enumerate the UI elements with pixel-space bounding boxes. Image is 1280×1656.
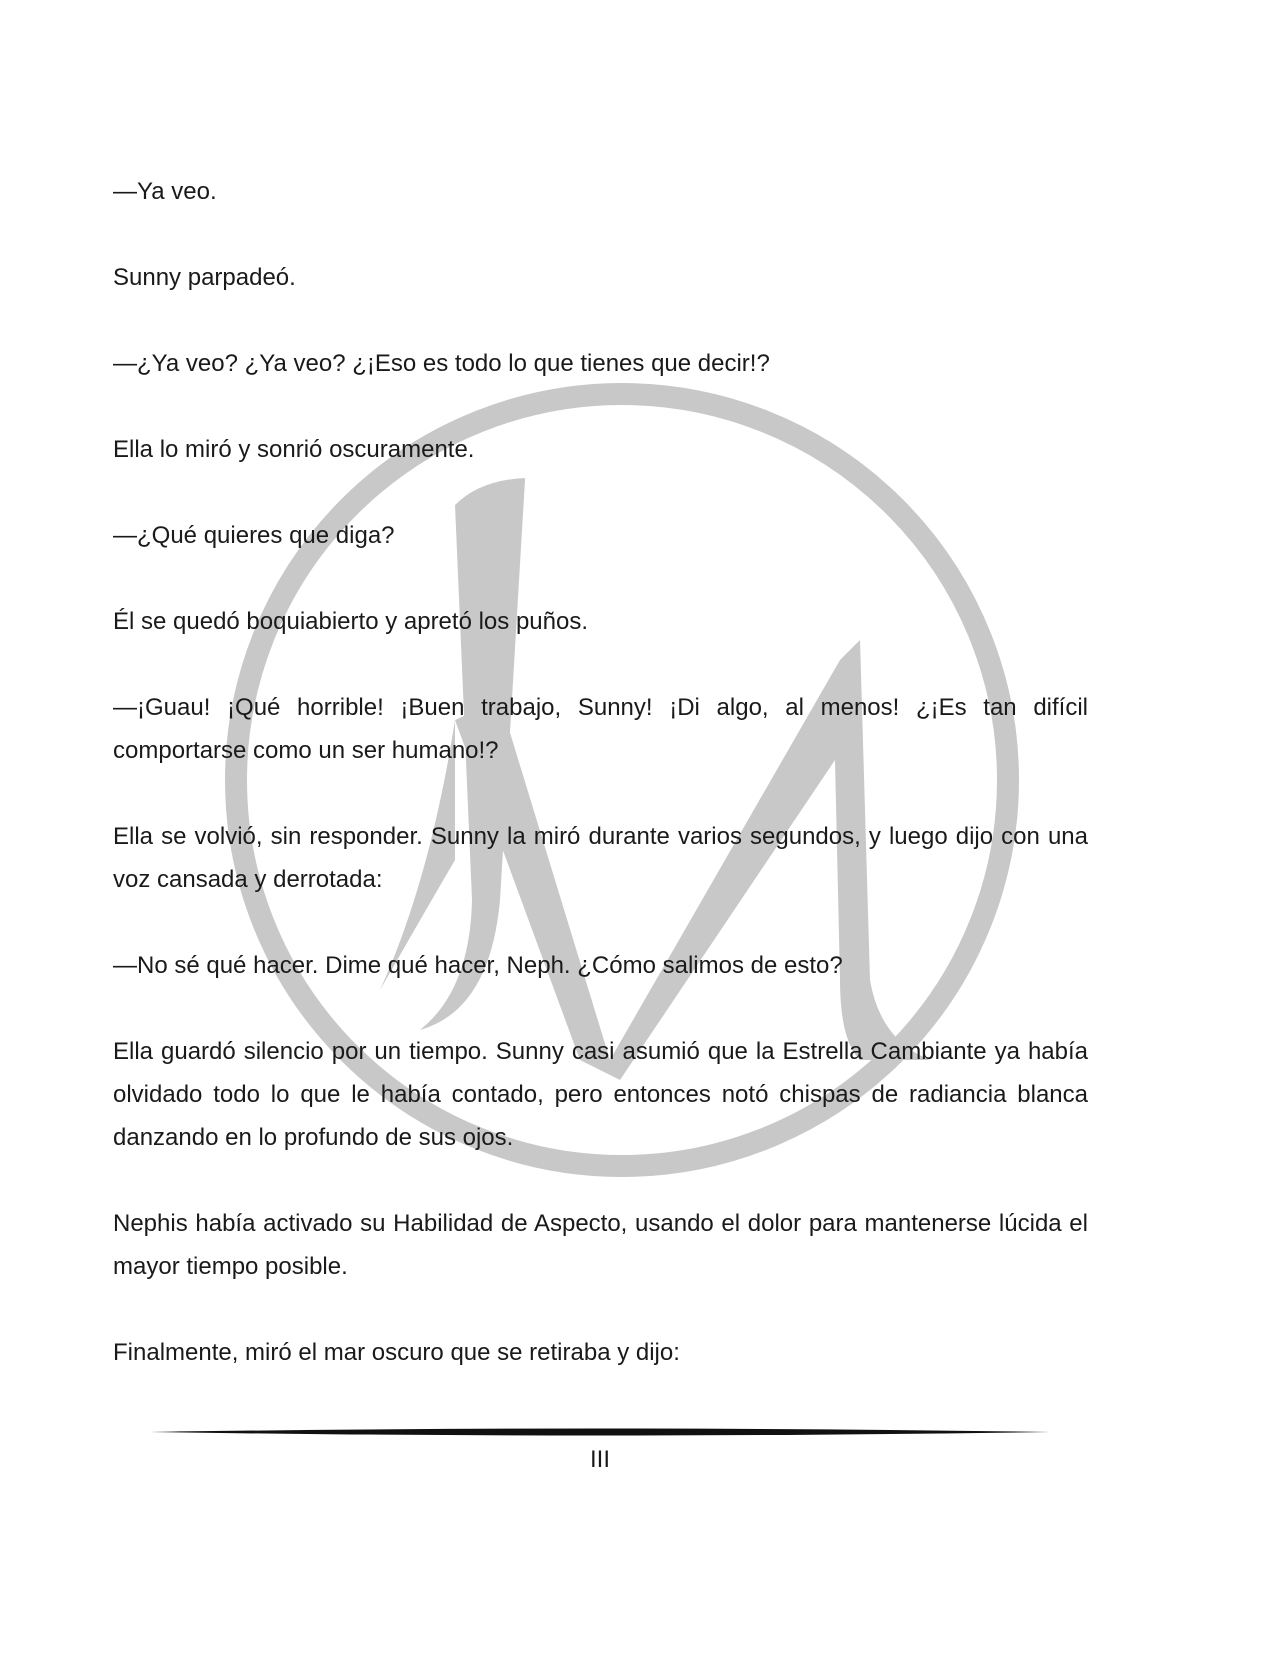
paragraph: Sunny parpadeó. — [113, 264, 296, 291]
paragraph: Nephis había activado su Habilidad de Aspecto, usando el dolor para mantenerse lúcida el mayor tiempo posible. — [113, 1210, 1088, 1280]
paragraph: Ella se volvió, sin responder. Sunny la miró durante varios segundos, y luego dijo con una voz cansada y derrotada: — [113, 823, 1088, 893]
paragraph: Ella guardó silencio por un tiempo. Sunny casi asumió que la Estrella Cambiante ya había olvidado todo lo que le había contado, pero entonces notó chispas de radiancia blanca danzando en lo profundo de sus ojos. — [113, 1038, 1088, 1151]
paragraph: —¡Guau! ¡Qué horrible! ¡Buen trabajo, Sunny! ¡Di algo, al menos! ¿¡Es tan difícil comportarse como un ser humano!? — [113, 694, 1088, 764]
body-text — [113, 170, 1088, 1417]
paragraph: Finalmente, miró el mar oscuro que se retiraba y dijo: — [113, 1339, 680, 1366]
paragraph: Ella lo miró y sonrió oscuramente. — [113, 436, 475, 463]
page-number: III — [589, 1446, 610, 1473]
paragraph: —¿Qué quieres que diga? — [113, 522, 395, 549]
paragraph: —No sé qué hacer. Dime qué hacer, Neph. ¿Cómo salimos de esto? — [113, 952, 843, 979]
footer-divider — [150, 1425, 1050, 1439]
paragraph: Él se quedó boquiabierto y apretó los puños. — [113, 608, 588, 635]
paragraph: —¿Ya veo? ¿Ya veo? ¿¡Eso es todo lo que tienes que decir!? — [113, 350, 770, 377]
paragraph: —Ya veo. — [113, 178, 217, 205]
